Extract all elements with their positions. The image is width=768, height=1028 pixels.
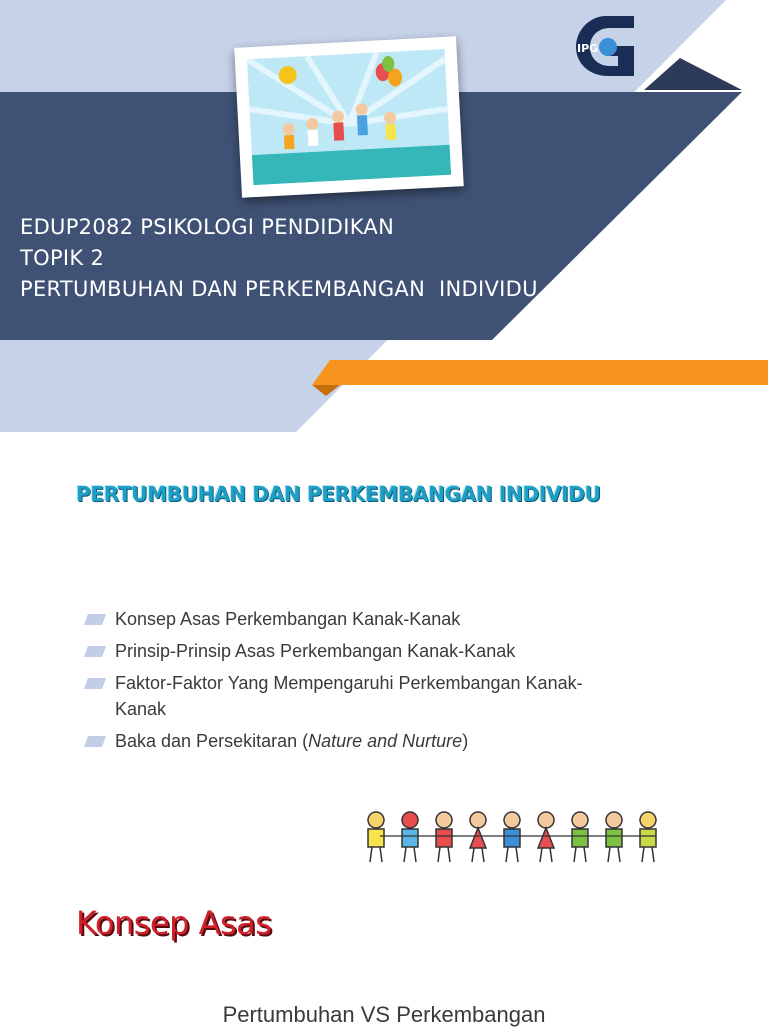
bullet-text-prefix: Baka dan Persekitaran ( [115, 731, 309, 751]
children-holding-hands-illustration [358, 808, 670, 866]
slide-title [20, 212, 538, 305]
list-item [84, 728, 604, 754]
bullet-marker-icon [84, 646, 106, 657]
bullet-text-suffix: ) [462, 731, 469, 751]
bullet-marker-icon [84, 614, 106, 625]
bullet-text: Prinsip-Prinsip Asas Perkembangan Kanak-Kanak [115, 641, 516, 661]
list-item [84, 606, 604, 632]
content-slide [0, 432, 768, 1027]
concept-heading: Konsep Asas [76, 904, 272, 942]
bullet-text: Konsep Asas Perkembangan Kanak-Kanak [115, 609, 461, 629]
list-item [84, 638, 604, 664]
title-slide [0, 0, 768, 432]
bullet-text-italic: Nature and Nurture [308, 731, 463, 751]
bullet-list [84, 606, 604, 760]
topic-title: PERTUMBUHAN DAN PERKEMBANGAN INDIVIDU [20, 277, 538, 301]
children-playing-illustration [247, 49, 451, 185]
logo-text: IPG [577, 42, 599, 55]
bullet-text: Faktor-Faktor Yang Mempengaruhi Perkembangan Kanak-Kanak [115, 673, 583, 719]
bullet-marker-icon [84, 736, 106, 747]
kids-photo-frame [234, 36, 464, 197]
section-heading: PERTUMBUHAN DAN PERKEMBANGAN INDIVIDU [76, 482, 601, 506]
ipg-logo [572, 14, 636, 80]
concept-subtitle: Pertumbuhan VS Perkembangan [222, 1002, 546, 1027]
course-code-title: EDUP2082 PSIKOLOGI PENDIDIKAN [20, 215, 395, 239]
list-item [84, 670, 604, 722]
bullet-marker-icon [84, 678, 106, 689]
topic-number: TOPIK 2 [20, 246, 105, 270]
